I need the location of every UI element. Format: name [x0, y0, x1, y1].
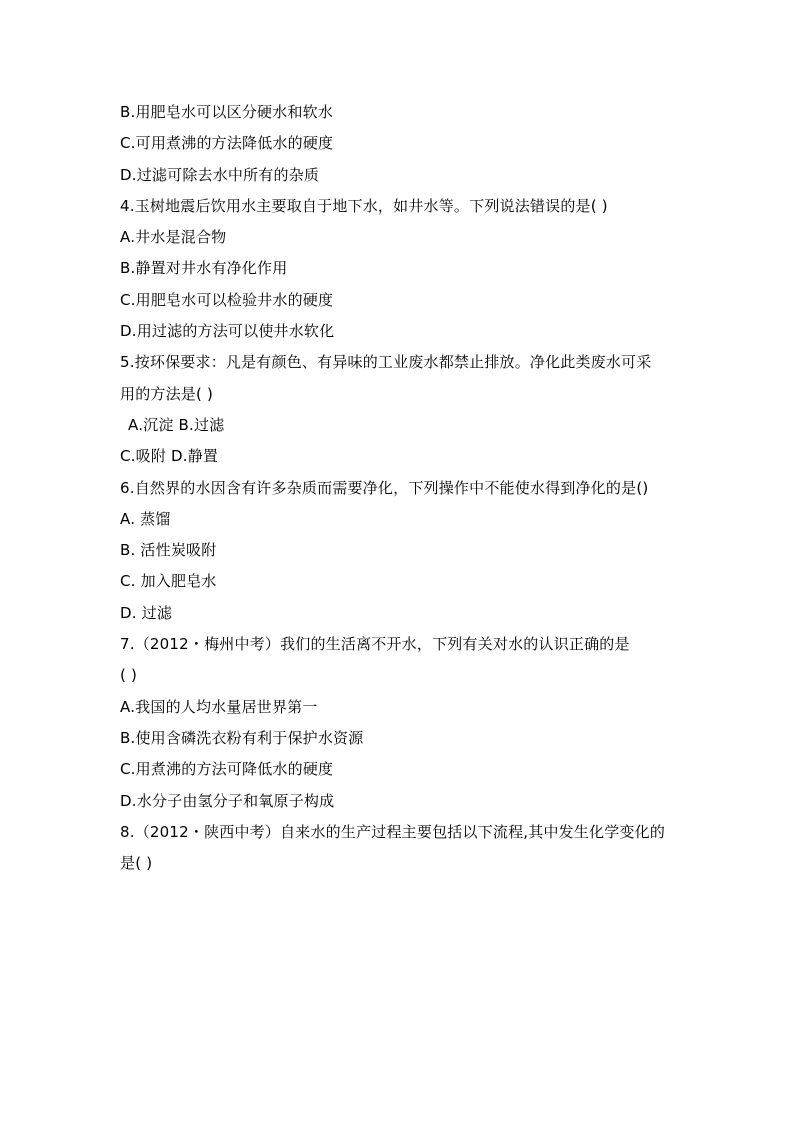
q6-option-b: B. 活性炭吸附	[120, 541, 217, 560]
question-4	[120, 191, 680, 347]
q6-stem: 6.自然界的水因含有许多杂质而需要净化，下列操作中不能使水得到净化的是()	[120, 478, 649, 497]
q8-stem-line2: 是( )	[120, 854, 153, 873]
q5-stem-line2: 用的方法是( )	[120, 384, 214, 403]
question-7	[120, 629, 680, 817]
q5-option-cd: C.吸附 D.静置	[120, 447, 219, 466]
q7-option-b: B.使用含磷洗衣粉有利于保护水资源	[120, 728, 364, 747]
question-5	[120, 347, 680, 472]
q5-stem-line1: 5.按环保要求：凡是有颜色、有异味的工业废水都禁止排放。净化此类废水可采	[120, 353, 652, 372]
q6-option-c: C. 加入肥皂水	[120, 572, 217, 591]
q7-option-d: D.水分子由氢分子和氧原子构成	[120, 791, 335, 810]
question-3-tail	[120, 97, 680, 191]
q7-option-c: C.用煮沸的方法可降低水的硬度	[120, 760, 334, 779]
question-6	[120, 473, 680, 629]
document-content	[120, 97, 680, 879]
q3-option-b: B.用肥皂水可以区分硬水和软水	[120, 103, 334, 121]
q4-option-d: D.用过滤的方法可以使井水软化	[120, 322, 335, 341]
q5-option-ab: A.沉淀 B.过滤	[128, 415, 225, 434]
question-8	[120, 817, 680, 880]
q3-option-c: C.可用煮沸的方法降低水的硬度	[120, 134, 334, 153]
q3-option-d: D.过滤可除去水中所有的杂质	[120, 165, 320, 184]
q8-stem-line1: 8.（2012・陕西中考）自来水的生产过程主要包括以下流程,其中发生化学变化的	[120, 822, 666, 841]
q4-stem: 4.玉树地震后饮用水主要取自于地下水，如井水等。下列说法错误的是( )	[120, 196, 608, 215]
q6-option-a: A. 蒸馏	[120, 509, 171, 528]
q6-option-d: D. 过滤	[120, 603, 173, 622]
q7-option-a: A.我国的人均水量居世界第一	[120, 697, 318, 716]
q4-option-b: B.静置对井水有净化作用	[120, 259, 288, 278]
q7-stem-line1: 7.（2012・梅州中考）我们的生活离不开水，下列有关对水的认识正确的是	[120, 635, 630, 654]
q4-option-c: C.用肥皂水可以检验井水的硬度	[120, 290, 334, 309]
q7-stem-line2: ( )	[120, 666, 138, 685]
q4-option-a: A.井水是混合物	[120, 228, 227, 247]
